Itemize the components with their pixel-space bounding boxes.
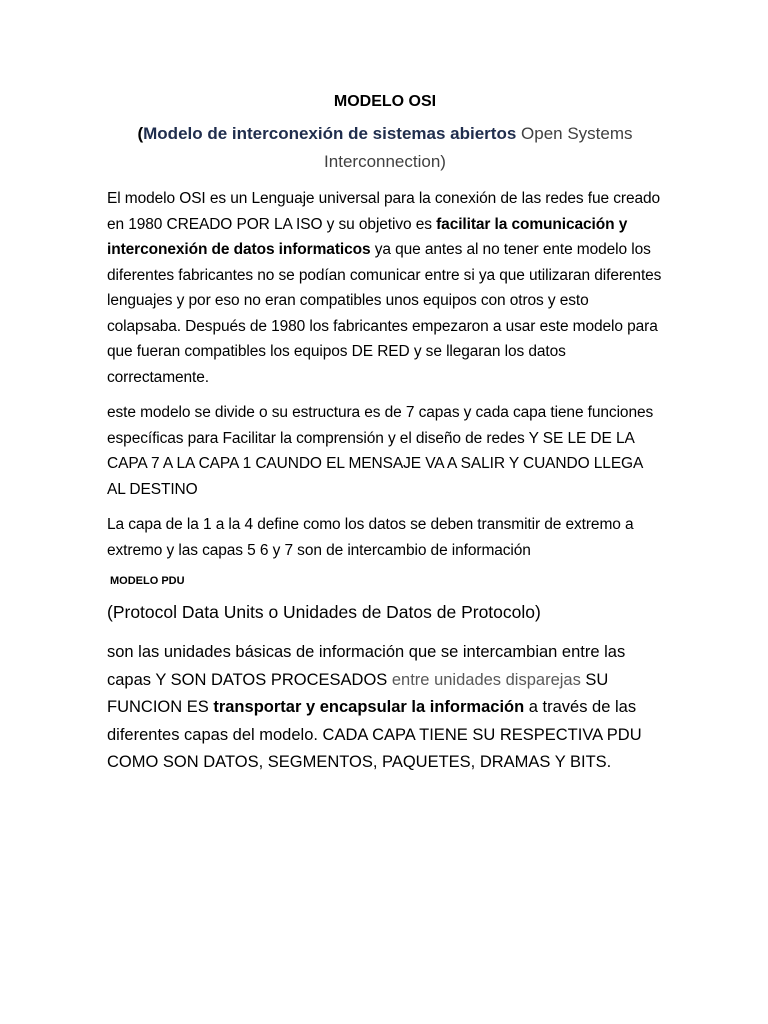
document-body — [107, 90, 663, 777]
paragraph-osi-layers: este modelo se divide o su estructura es de 7 capas y cada capa tiene funciones específicas para Facilitar la comprensión y el diseño de redes Y SE LE DE LA CAPA 7 A LA CAPA 1 CAUNDO EL MENSAJE VA A SALIR Y CUANDO LLEGA AL DESTINO — [107, 404, 654, 498]
paragraph-pdu-bold: transportar y encapsular la información — [213, 698, 525, 716]
subtitle-bold-text: Modelo de interconexión de sistemas abiertos — [143, 124, 517, 143]
paragraph-pdu-part1: son las unidades básicas de información que se intercambian entre las capas Y SON DATOS PROCESADOS — [107, 643, 626, 689]
paragraph-pdu-part3: a través de las diferentes capas del modelo. CADA CAPA TIENE SU RESPECTIVA PDU COMO SON DATOS, SEGMENTOS, PAQUETES, DRAMAS Y BITS. — [107, 698, 642, 771]
paragraph-pdu — [107, 639, 663, 777]
subtitle-light-text: Open Systems Interconnection) — [324, 124, 633, 171]
paragraph-osi-intro — [107, 186, 663, 390]
paragraph-osi-capas: La capa de la 1 a la 4 define como los datos se deben transmitir de extremo a extremo y las capas 5 6 y 7 son de intercambio de información — [107, 516, 634, 559]
document-subtitle — [107, 120, 663, 176]
paragraph-osi-intro-part1: El modelo OSI es un Lenguaje universal para la conexión de las redes fue creado en 1980 CREADO POR LA ISO y su objetivo es — [107, 190, 661, 233]
paragraph-osi-intro-bold: facilitar la comunicación y interconexión de datos informaticos — [107, 215, 628, 258]
pdu-heading: MODELO PDU — [110, 575, 185, 587]
paragraph-pdu-part2: SU FUNCION ES — [107, 670, 609, 716]
pdu-subtitle: (Protocol Data Units o Unidades de Datos de Protocolo) — [107, 602, 541, 622]
document-title: MODELO OSI — [333, 93, 437, 110]
paragraph-osi-intro-part2: ya que antes al no tener ente modelo los diferentes fabricantes no se podían comunicar entre si ya que utilizaran diferentes lenguajes y por eso no eran compatibles unos equipos con otros y esto colapsaba. Después de 1980 los fabricantes empezaron a usar este modelo para que fueran compatibles los equipos DE RED y se llegaran los datos correctamente. — [107, 241, 662, 386]
subtitle-open-paren: ( — [137, 124, 144, 143]
paragraph-pdu-muted: entre unidades disparejas — [391, 670, 581, 689]
